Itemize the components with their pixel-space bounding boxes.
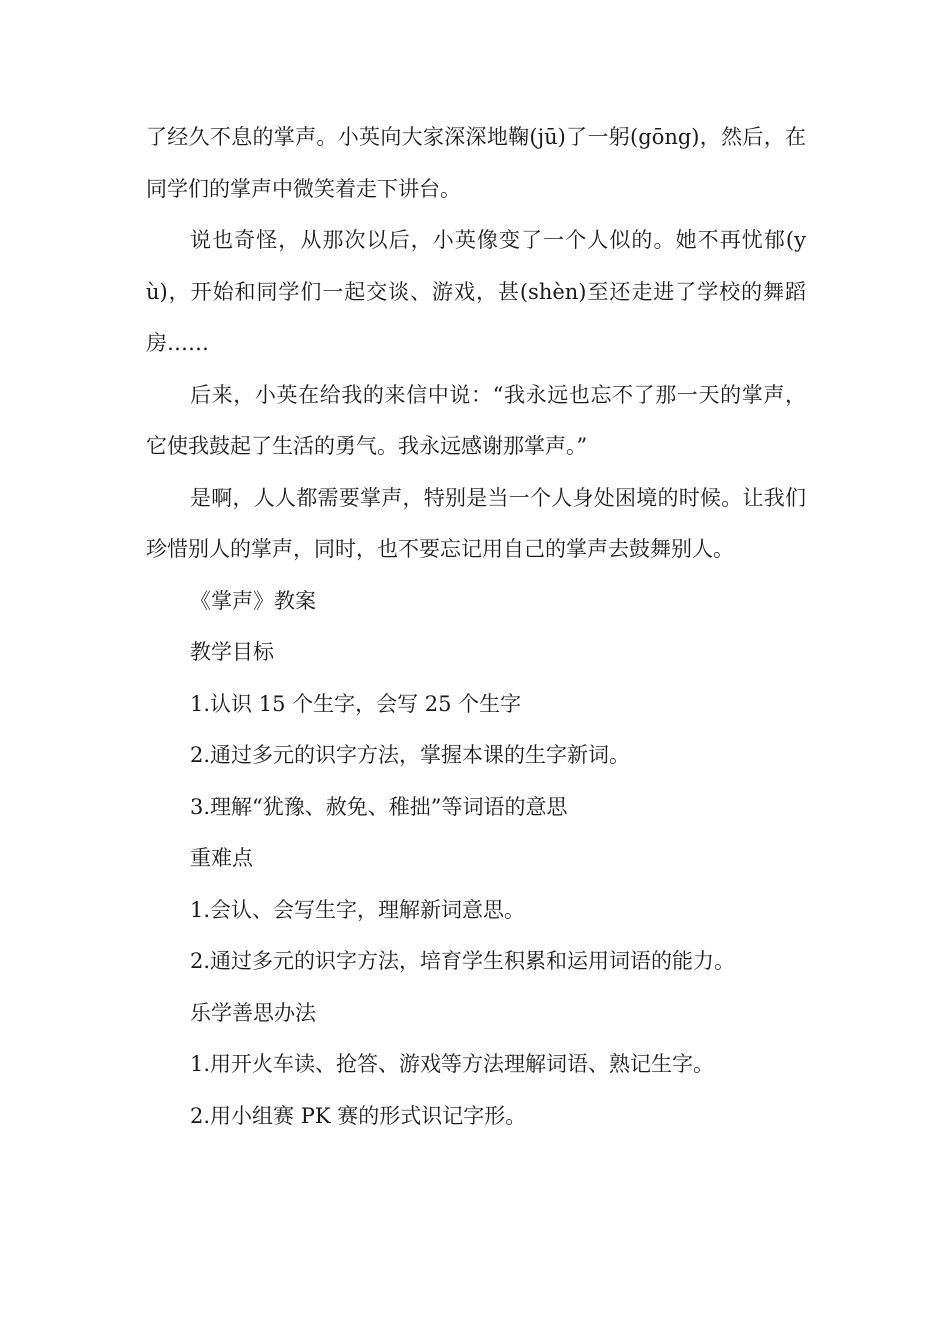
paragraph: 是啊，人人都需要掌声，特别是当一个人身处困境的时候。让我们珍惜别人的掌声，同时，也不要忘记用自己的掌声去鼓舞别人。: [146, 485, 806, 561]
goal-item: 1.认识 15 个生字，会写 25 个生字: [190, 691, 522, 716]
goal-item: 3.理解“犹豫、赦免、稚拙”等词语的意思: [190, 794, 568, 819]
key-point-item: 2.通过多元的识字方法，培育学生积累和运用词语的能力。: [190, 949, 736, 973]
goals-heading: 教学目标: [190, 640, 274, 664]
goal-item: 2.通过多元的识字方法，掌握本课的生字新词。: [190, 743, 631, 767]
paragraph: 说也奇怪，从那次以后，小英像变了一个人似的。她不再忧郁(yù)，开始和同学们一起交谈、游戏，甚(shèn)至还走进了学校的舞蹈房……: [146, 228, 806, 355]
key-points-heading: 重难点: [190, 846, 253, 870]
key-point-item: 1.会认、会写生字，理解新词意思。: [190, 897, 526, 922]
method-item: 2.用小组赛 PK 赛的形式识记字形。: [190, 1103, 527, 1128]
document-body: [146, 112, 806, 1142]
lesson-title: 《掌声》教案: [190, 588, 316, 613]
paragraph: 后来，小英在给我的来信中说：“我永远也忘不了那一天的掌声，它使我鼓起了生活的勇气。我永远感谢那掌声。”: [146, 382, 806, 458]
paragraph-continued: 了经久不息的掌声。小英向大家深深地鞠(jū)了一躬(gōng)，然后，在同学们的掌声中微笑着走下讲台。: [146, 125, 806, 201]
methods-heading: 乐学善思办法: [190, 1000, 316, 1025]
method-item: 1.用开火车读、抢答、游戏等方法理解词语、熟记生字。: [190, 1052, 715, 1076]
